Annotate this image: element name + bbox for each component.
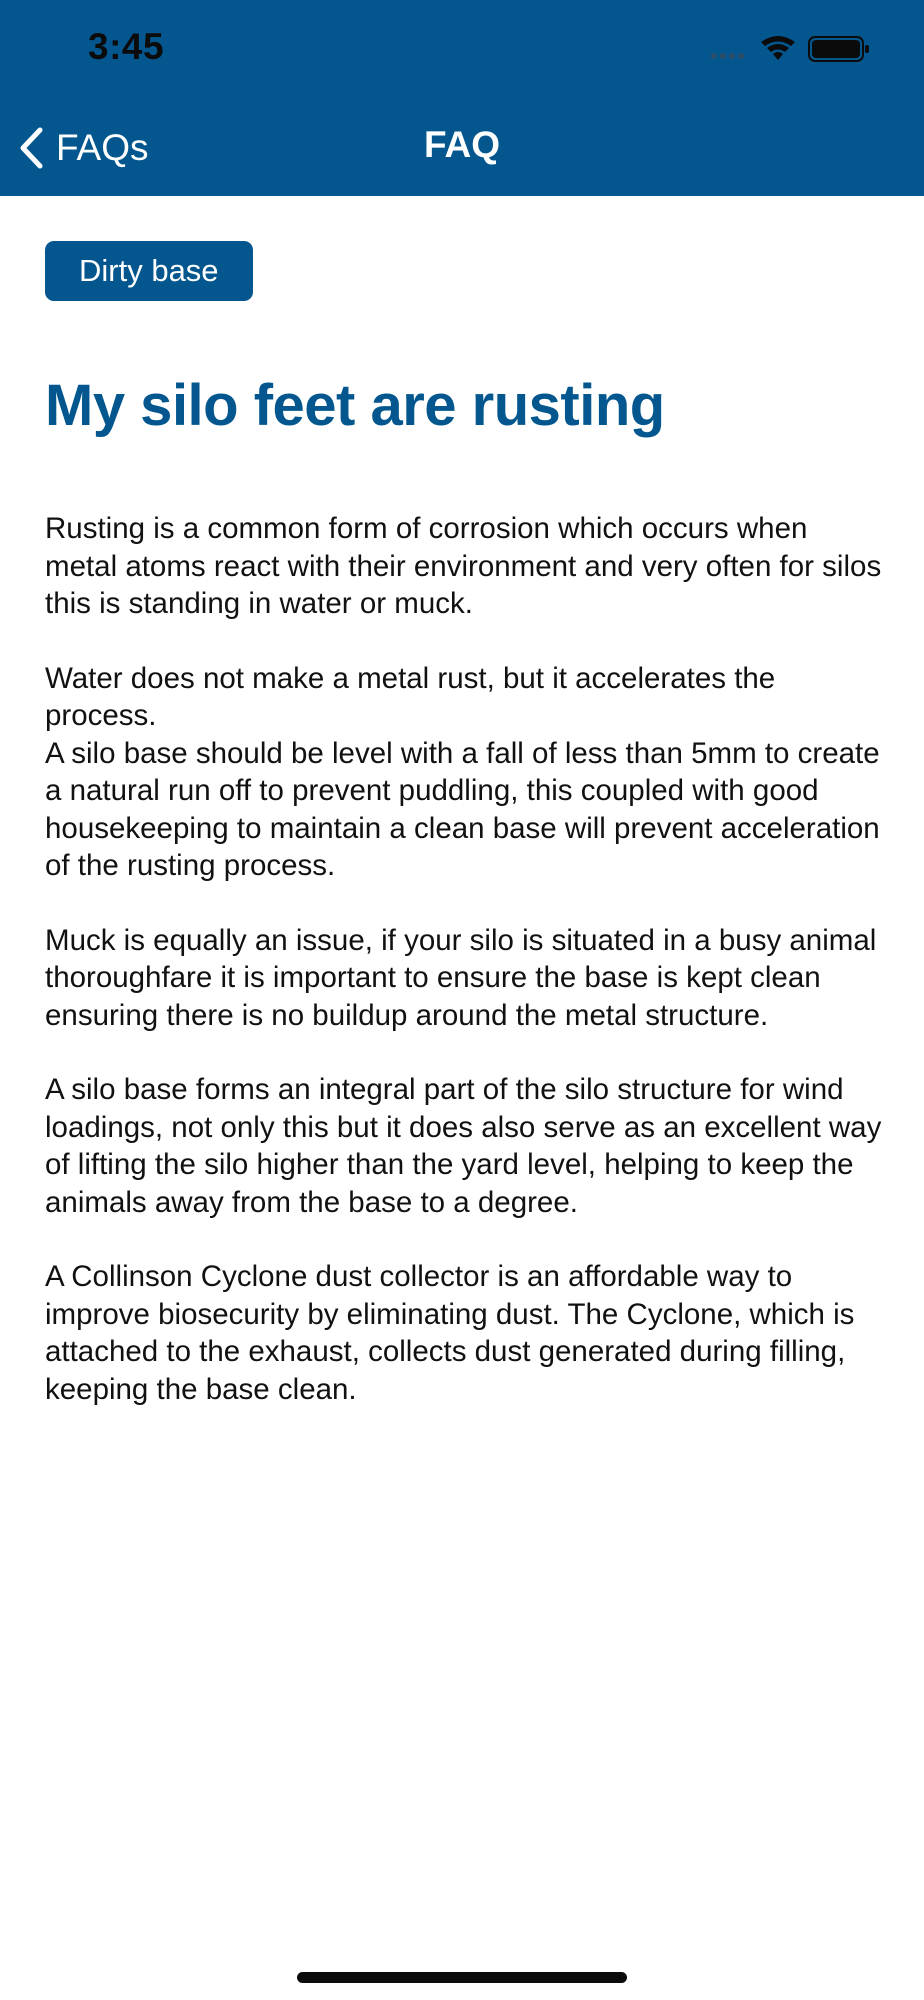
wifi-icon bbox=[761, 36, 795, 60]
category-tag[interactable]: Dirty base bbox=[45, 241, 253, 301]
article-paragraph bbox=[45, 922, 885, 1035]
paragraph-line: Muck is equally an issue, if your silo is situated in a busy animal thoroughfare it is important to ensure the base is kept clean ensuring there is no buildup around the metal structure. bbox=[45, 923, 877, 1032]
signal-dots-icon bbox=[711, 53, 744, 59]
status-icons bbox=[706, 34, 876, 64]
paragraph-line: Water does not make a metal rust, but it accelerates the process. bbox=[45, 661, 776, 732]
battery-icon bbox=[809, 37, 869, 61]
status-time: 3:45 bbox=[88, 26, 165, 67]
article-paragraph bbox=[45, 660, 885, 885]
article-paragraph bbox=[45, 1071, 885, 1221]
nav-header bbox=[0, 0, 924, 196]
article-body bbox=[45, 510, 885, 1445]
status-icons-svg bbox=[706, 34, 876, 64]
article-paragraph bbox=[45, 510, 885, 623]
article-title: My silo feet are rusting bbox=[45, 373, 665, 438]
home-indicator[interactable] bbox=[297, 1972, 627, 1983]
article-paragraph bbox=[45, 1258, 885, 1408]
paragraph-line: A silo base should be level with a fall of less than 5mm to create a natural run off to prevent puddling, this coupled with good housekeeping to maintain a clean base will prevent acceleration of the rusting process. bbox=[45, 736, 880, 882]
back-button-label: FAQs bbox=[56, 127, 149, 168]
nav-title: FAQ bbox=[423, 124, 501, 165]
paragraph-line: A silo base forms an integral part of the silo structure for wind loadings, not only this but it does also serve as an excellent way of lifting the silo higher than the yard level, helping to keep the animals away from the base to a degree. bbox=[45, 1073, 882, 1219]
paragraph-line: Rusting is a common form of corrosion which occurs when metal atoms react with their environment and very often for silos this is standing in water or muck. bbox=[45, 512, 882, 620]
paragraph-line: A Collinson Cyclone dust collector is an affordable way to improve biosecurity by eliminating dust. The Cyclone, which is attached to the exhaust, collects dust generated during filling, keeping the base clean. bbox=[45, 1260, 855, 1406]
